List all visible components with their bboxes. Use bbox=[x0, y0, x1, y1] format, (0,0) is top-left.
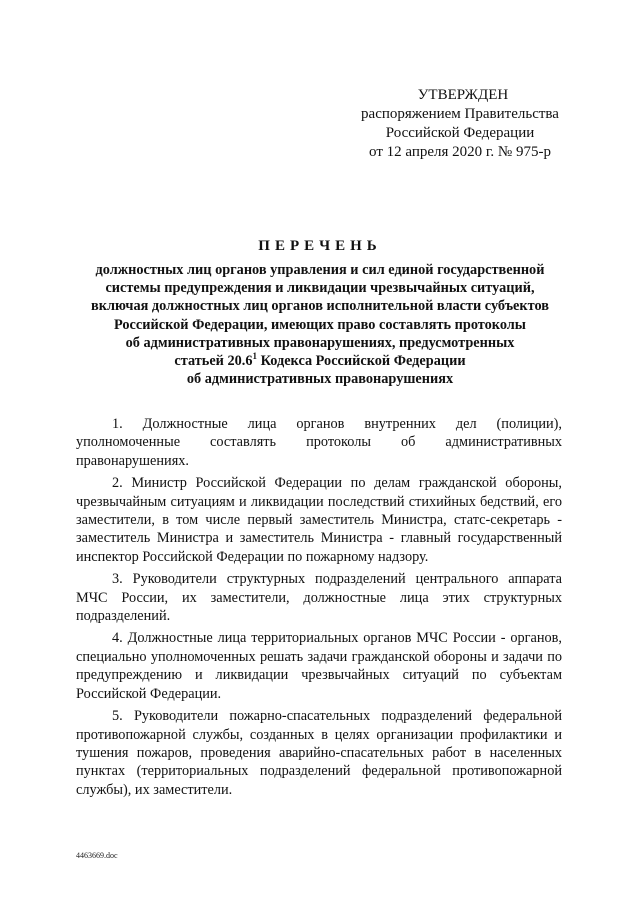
subtitle-line: включая должностных лиц органов исполнительной власти субъектов bbox=[91, 298, 549, 315]
article-prefix: статьей 20.6 bbox=[174, 353, 253, 370]
document-title: ПЕРЕЧЕНЬ bbox=[258, 238, 382, 254]
approval-line-2: Российской Федерации bbox=[385, 125, 535, 141]
approval-block bbox=[330, 86, 590, 162]
subtitle-line: системы предупреждения и ликвидации чрезвычайных ситуаций, bbox=[105, 280, 535, 297]
list-item-1: 1. Должностные лица органов внутренних дел (полиции), уполномоченные составлять протоколы об административных правонарушениях. bbox=[76, 416, 562, 469]
document-subtitle bbox=[70, 261, 570, 388]
list-item-2: 2. Министр Российской Федерации по делам гражданской обороны, чрезвычайным ситуациям и ликвидации последствий стихийных бедствий, его заместители, в том числе первый заместитель Министра, статс-секретарь - заместитель Министра и заместитель Министра - главный государственный инспектор Российской Федерации по пожарному надзору. bbox=[76, 475, 562, 565]
approval-heading: УТВЕРЖДЕН bbox=[417, 87, 509, 103]
approval-line-3: от 12 апреля 2020 г. № 975-р bbox=[369, 144, 551, 160]
list-item-5: 5. Руководители пожарно-спасательных подразделений федеральной противопожарной службы, созданных в целях организации профилактики и тушения пожаров, проведения аварийно-спасательных работ в населенных пунктах (территориальных подразделений федеральной противопожарной службы), их заместители. bbox=[76, 708, 562, 798]
list-item-4: 4. Должностные лица территориальных органов МЧС России - органов, специально уполномоченных решать задачи гражданской обороны и задачи по предупреждению и ликвидации чрезвычайных ситуаций по субъектам Российской Федерации. bbox=[76, 630, 562, 702]
subtitle-line: об административных правонарушениях bbox=[186, 371, 454, 388]
footer-filename: 4463669.doc bbox=[76, 851, 118, 860]
list-body bbox=[76, 415, 562, 803]
article-suffix: Кодекса Российской Федерации bbox=[257, 353, 466, 370]
subtitle-line: Российской Федерации, имеющих право составлять протоколы bbox=[114, 316, 526, 333]
subtitle-line: должностных лиц органов управления и сил единой государственной bbox=[95, 262, 545, 278]
subtitle-article-line bbox=[70, 352, 570, 370]
approval-line-1: распоряжением Правительства bbox=[361, 106, 559, 122]
list-item-3: 3. Руководители структурных подразделений центрального аппарата МЧС России, их заместители, должностные лица этих структурных подразделений. bbox=[76, 571, 562, 625]
subtitle-line: об административных правонарушениях, предусмотренных bbox=[125, 334, 515, 351]
article-superscript: 1 bbox=[252, 351, 258, 362]
